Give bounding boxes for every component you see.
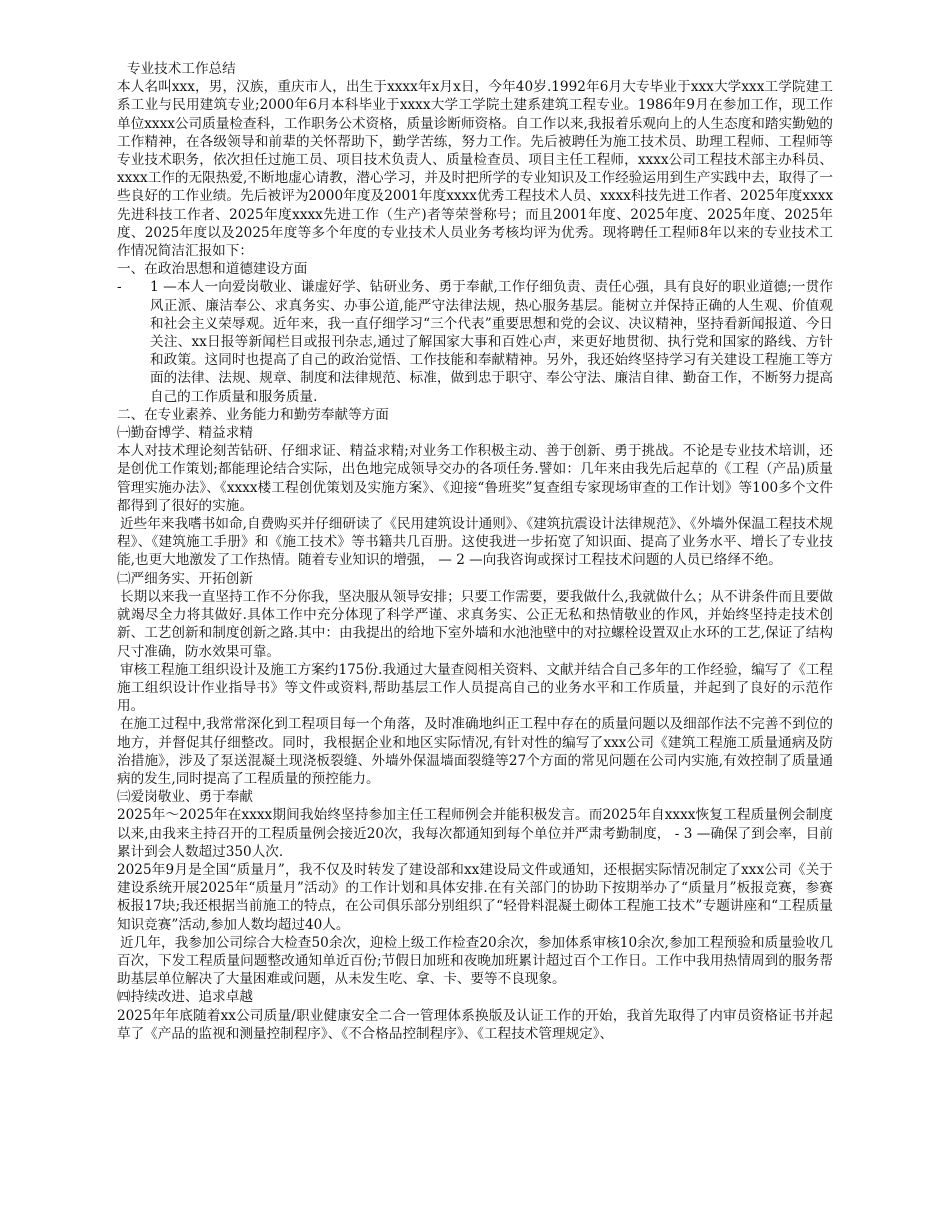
sub1-paragraph-1: 本人对技术理论刻苦钻研、仔细求证、精益求精;对业务工作积极主动、善于创新、勇于挑战。不论是专业技术培训，还是创优工作策划;都能理论结合实际，出色地完成领导交办的各项任务.譬如：几年来由我先后起草的《工程（产品)质量管理实施办法》、《xxxx楼工程创优策划及实施方案》、《迎接“鲁班奖”复查组专家现场审查的工作计划》等100多个文件都得到了很好的实施。 [117, 443, 833, 514]
section1-heading: 一、在政治思想和道德建设方面 [117, 261, 308, 278]
section1-item-text: 1 —本人一向爱岗敬业、谦虚好学、钻研业务、勇于奉献,工作仔细负责、责任心强，具有良好的职业道德;一贯作风正派、廉洁奉公、求真务实、办事公道,能严守法律法规，热心服务基层。能树立并保持正确的人生观、价值观和社会主义荣辱观。近年来，我一直仔细学习“三个代表”重要思想和党的会议、决议精神，坚持看新闻报道、今日关注、xx日报等新闻栏目或报刊杂志,通过了解国家大事和百姓心声，来更好地贯彻、执行党和国家的路线、方针和政策。这同时也提高了自己的政治觉悟、工作技能和奉献精神。另外，我还始终坚持学习有关建设工程施工等方面的法律、法规、规章、制度和法律规范、标准，做到忠于职守、奉公守法、廉洁自律、勤奋工作，不断努力提高自己的工作质量和服务质量. [150, 279, 833, 405]
sub2-paragraph-3: 在施工过程中,我常常深化到工程项目每一个角落，及时准确地纠正工程中存在的质量问题以及细部作法不完善不到位的地方，并督促其仔细整改。同时，我根据企业和地区实际情况,有针对性的编写了xxx公司《建筑工程施工质量通病及防治措施》，涉及了泵送混凝土现浇板裂缝、外墙外保温墙面裂缝等27个方面的常见问题在公司内实施,有效控制了质量通病的发生,同时提高了工程质量的预控能力。 [117, 716, 833, 787]
sub4-paragraph-1: 2025年年底随着xx公司质量/职业健康安全二合一管理体系换版及认证工作的开始，我首先取得了内审员资格证书并起草了《产品的监视和测量控制程序》、《不合格品控制程序》、《工程技术管理规定》、 [117, 1007, 833, 1042]
sub1-heading: ㈠勤奋博学、精益求精 [117, 425, 253, 442]
section2-heading: 二、在专业素养、业务能力和勤劳奉献等方面 [117, 406, 389, 423]
intro-paragraph: 本人名叫xxx，男，汉族，重庆市人，出生于xxxx年x月x日，今年40岁.1992年6月大专毕业于xxx大学xxx工学院建工系工业与民用建筑专业;2000年6月本科毕业于xxxx大学工学院土建系建筑工程专业。1986年9月在参加工作，现工作单位xxxx公司质量检查科，工作职务公术资格，质量诊断师资格。自工作以来,我报着乐观向上的人生态度和踏实勤勉的工作精神，在各级领导和前辈的关怀帮助下，勤学苦练，努力工作。先后被聘任为施工技术员、助理工程师、工程师等专业技术职务，依次担任过施工员、项目技术负责人、质量检查员、项目主任工程师，xxxx公司工程技术部主办科员、xxxx工作的无限热爱,不断地虚心请教，潜心学习，并及时把所学的专业知识及工作经验运用到生产实践中去，取得了一些良好的工作业绩。先后被评为2000年度及2001年度xxxx优秀工程技术人员、xxxx科技先进工作者、2025年度xxxx先进科技工作者、2025年度xxxx先进工作（生产)者等荣誉称号；而且2001年度、2025年度、2025年度、2025年度、2025年度以及2025年度等多个年度的专业技术人员业务考核均评为优秀。现将聘任工程师8年以来的专业技术工作情况简洁汇报如下： [117, 79, 833, 260]
document-body [117, 60, 833, 1043]
section1-item [117, 278, 833, 405]
sub2-heading: ㈡严细务实、开拓创新 [117, 570, 253, 587]
sub3-paragraph-2: 2025年9月是全国“质量月”，我不仅及时转发了建设部和xx建设局文件或通知，还根据实际情况制定了xxx公司《关于建设系统开展2025年“质量月”活动》的工作计划和具体安排.在有关部门的协助下按期举办了“质量月”板报竞赛，参赛板报17块;我还根据当前施工的特点，在公司俱乐部分别组织了“轻骨料混凝土砌体工程施工技术”专题讲座和“工程质量知识竞赛”活动,参加人数均超过40人。 [117, 861, 833, 933]
sub1-paragraph-2: 近些年来我嗜书如命,自费购买并仔细研读了《民用建筑设计通则》、《建筑抗震设计法律规范》、《外墙外保温工程技术规程》、《建筑施工手册》和《施工技术》等书籍共几百册。这使我进一步拓宽了知识面、提高了业务水平、增长了专业技能,也更大地激发了工作热情。随着专业知识的增强， — 2 —向我咨询或探讨工程技术问题的人员已络绎不绝。 [117, 516, 833, 569]
document-title: 专业技术工作总结 [127, 61, 236, 77]
sub2-paragraph-1: 长期以来我一直坚持工作不分你我，坚决服从领导安排；只要工作需要，要我做什么,我就做什么；从不讲条件而且要做就竭尽全力将其做好.具体工作中充分体现了科学严谨、求真务实、公正无私和热情敬业的作风，并始终坚持走技术创新、工艺创新和制度创新之路.其中：由我提出的给地下室外墙和水池池壁中的对拉螺栓设置双止水环的工艺,保证了结构尺寸准确，防水效果可靠。 [117, 588, 833, 660]
sub4-heading: ㈣持续改进、追求卓越 [117, 989, 253, 1006]
sub2-paragraph-2: 审核工程施工组织设计及施工方案约175份.我通过大量查阅相关资料、文献并结合自己多年的工作经验，编写了《工程施工组织设计作业指导书》等文件或资料,帮助基层工作人员提高自己的业务水平和工作质量，并起到了良好的示范作用。 [117, 661, 833, 715]
sub3-paragraph-3: 近几年，我参加公司综合大检查50余次，迎检上级工作检查20余次，参加体系审核10余次,参加工程预验和质量验收几百次，下发工程质量问题整改通知单近百份;节假日加班和夜晚加班累计超过百个工作日。工作中我用热情周到的服务帮助基层单位解决了大量困难或问题，从未发生吃、拿、卡、要等不良现象。 [117, 934, 833, 988]
sub3-heading: ㈢爱岗敬业、勇于奉献 [117, 789, 253, 806]
list-bullet: - [117, 279, 122, 296]
sub3-paragraph-1: 2025年～2025年在xxxx期间我始终坚持参加主任工程师例会并能积极发言。而2025年自xxxx恢复工程质量例会制度以来,由我来主持召开的工程质量例会接近20次，我每次都通知到每个单位并严肃考勤制度， - 3 —确保了到会率，目前累计到会人数超过350人次. [117, 807, 833, 860]
